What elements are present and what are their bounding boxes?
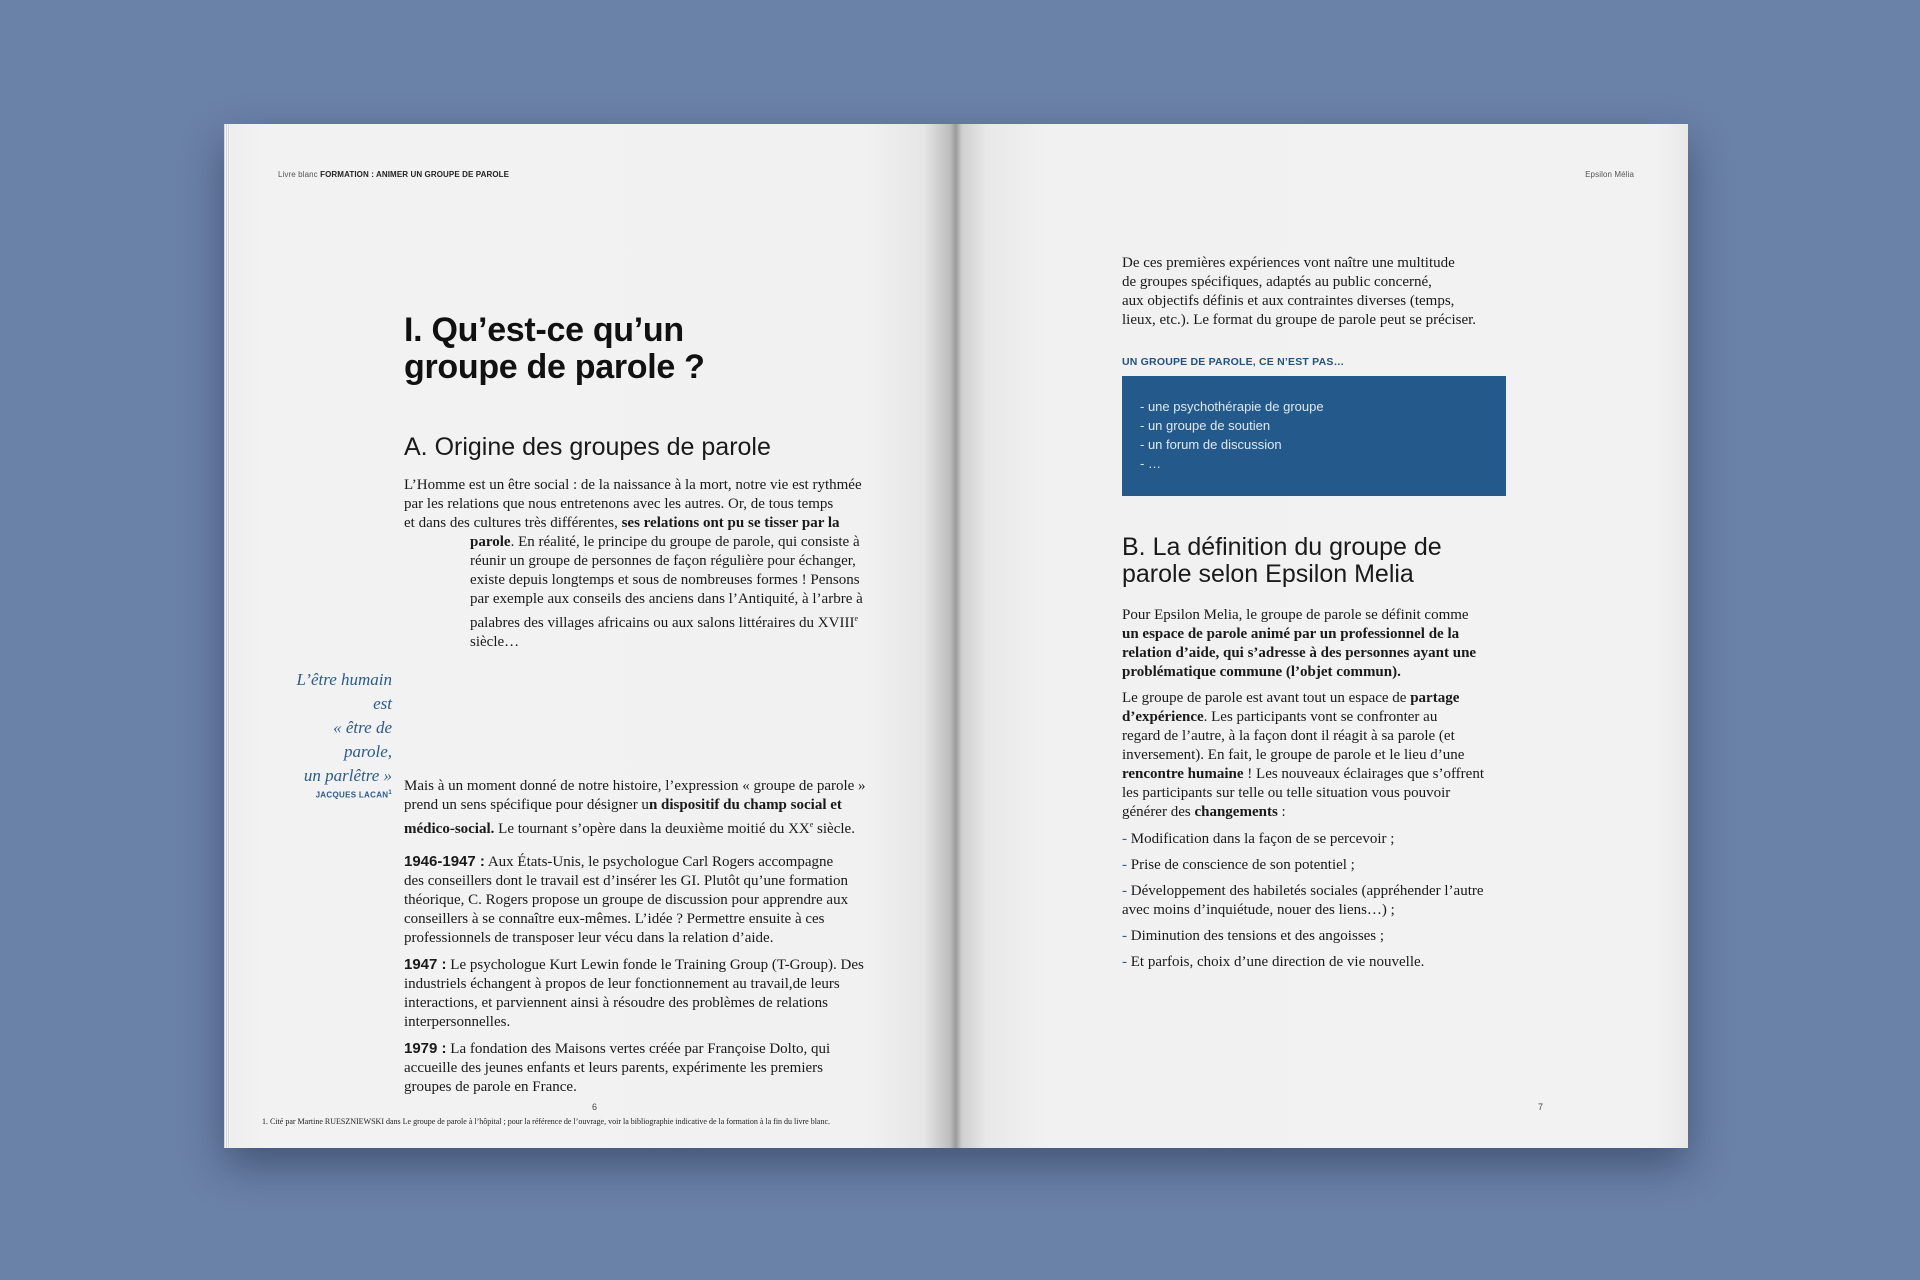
running-head-prefix: Livre blanc (278, 170, 321, 179)
right-intro-line: De ces premières expériences vont naître une multitude (1122, 255, 1455, 271)
list-item (1122, 927, 1542, 946)
sharing-emphasis: changements (1194, 804, 1278, 820)
list-text: Développement des habiletés sociales (appréhender l’autre (1130, 883, 1484, 899)
timeline-text: Le psychologue Kurt Lewin fonde le Training Group (T-Group). Des (446, 957, 864, 973)
right-intro-line: de groupes spécifiques, adaptés au public concerné, (1122, 274, 1432, 290)
intro-emphasis: parole (470, 534, 511, 550)
para2-emphasis: médico-social. (404, 821, 495, 837)
list-text: avec moins d’inquiétude, nouer des liens…) ; (1122, 902, 1395, 918)
sharing-text: . Les participants vont se confronter au (1203, 709, 1438, 725)
list-dash: - (1122, 928, 1131, 944)
para2-text: Le tournant s’opère dans la deuxième moitié du XX (494, 821, 810, 837)
para2-line (404, 815, 924, 839)
timeline-entry-1979 (404, 1039, 934, 1097)
sharing-text: : (1277, 804, 1286, 820)
timeline-text: conseillers à se connaître eux-mêmes. L’idée ? Permettre ensuite à ces (404, 911, 825, 927)
timeline-year: 1946-1947 : (404, 853, 485, 870)
section-b-title-line: B. La définition du groupe de (1122, 533, 1442, 561)
footnote-ref: 1 (388, 790, 392, 796)
sharing-emphasis: rencontre humaine (1122, 766, 1244, 782)
timeline-entry-1946 (404, 852, 934, 948)
section-b-title (1122, 534, 1442, 588)
timeline-text: industriels échangent à propos de leur fonctionnement au travail,de leurs (404, 976, 840, 992)
intro-line: existe depuis longtemps et sous de nombreuses formes ! Pensons (470, 572, 860, 588)
page-number-right: 7 (1538, 1102, 1544, 1112)
timeline-text: accueille des jeunes enfants et leurs parents, expérimente les premiers (404, 1060, 823, 1076)
timeline-entry-1947 (404, 955, 934, 1032)
intro-line: siècle… (470, 634, 520, 650)
callout-item: - un forum de discussion (1140, 437, 1282, 452)
sharing-text: Le groupe de parole est avant tout un espace de (1122, 690, 1411, 706)
para2-text: prend un sens spécifique pour désigner u (404, 797, 649, 813)
sharing-text: regard de l’autre, à la façon dont il réagit à sa parole (et (1122, 728, 1455, 744)
timeline-text: groupes de parole en France. (404, 1079, 577, 1095)
right-intro-line: aux objectifs définis et aux contraintes diverses (temps, (1122, 293, 1455, 309)
quote-author (284, 790, 392, 800)
left-page (224, 124, 956, 1148)
definition-emphasis: un espace de parole animé par un professionnel de la (1122, 626, 1460, 642)
list-item (1122, 882, 1542, 920)
callout-item: - … (1140, 456, 1161, 471)
definition-emphasis: relation d’aide, qui s’adresse à des personnes ayant une (1122, 645, 1477, 661)
right-intro-paragraph (1122, 254, 1522, 330)
chapter-title-line-1: I. Qu’est-ce qu’un (404, 311, 684, 349)
sharing-emphasis: d’expérience (1122, 709, 1204, 725)
list-item (1122, 830, 1542, 849)
section-b-title-wrap (1122, 534, 1442, 588)
callout-item: - une psychothérapie de groupe (1140, 399, 1324, 414)
open-booklet (224, 124, 1688, 1148)
definition-text (1122, 606, 1542, 682)
list-item (1122, 953, 1542, 972)
timeline-text: des conseillers dont le travail est d’insérer les GI. Plutôt qu’une formation (404, 873, 849, 889)
timeline-text: interpersonnelles. (404, 1014, 511, 1030)
right-intro-line: lieux, etc.). Le format du groupe de parole peut se préciser. (1122, 312, 1477, 328)
chapter-title-line-2: groupe de parole ? (404, 348, 705, 386)
list-dash: - (1122, 954, 1131, 970)
definition-emphasis: problématique commune (l’objet commun). (1122, 664, 1401, 680)
intro-text: palabres des villages africains ou aux salons littéraires du XVIII (470, 615, 855, 631)
superscript: e (809, 820, 814, 829)
list-text: Diminution des tensions et des angoisses ; (1130, 928, 1385, 944)
timeline-text: La fondation des Maisons vertes créée par Françoise Dolto, qui (446, 1041, 831, 1057)
list-dash: - (1122, 831, 1131, 847)
list-dash: - (1122, 857, 1131, 873)
callout-title: UN GROUPE DE PAROLE, CE N’EST PAS… (1122, 356, 1345, 368)
definition-line: Pour Epsilon Melia, le groupe de parole se définit comme (1122, 607, 1469, 623)
timeline-text: Aux États-Unis, le psychologue Carl Rogers accompagne (484, 854, 834, 870)
intro-text: . En réalité, le principe du groupe de parole, qui consiste à (510, 534, 860, 550)
superscript: e (854, 614, 859, 623)
page-number-left: 6 (592, 1102, 598, 1112)
sharing-text: les participants sur telle ou telle situation vous pouvoir (1122, 785, 1451, 801)
paragraph-2 (404, 777, 924, 839)
footnote: 1. Cité par Martine RUESZNIEWSKI dans Le groupe de parole à l’hôpital ; pour la référence de l’ouvrage, voir la bibliographie indicative de la formation à la fin du livre blanc. (262, 1117, 831, 1126)
running-head-title: FORMATION : ANIMER UN GROUPE DE PAROLE (320, 170, 510, 179)
intro-line (404, 533, 924, 552)
page-edge (224, 124, 230, 1148)
list-item (1122, 856, 1542, 875)
intro-paragraph (404, 476, 924, 652)
pull-quote (284, 668, 392, 800)
timeline-text: interactions, et parviennent ainsi à résoudre des problèmes de relations (404, 995, 829, 1011)
para2-emphasis: n dispositif du champ social et (648, 797, 842, 813)
timeline-text: professionnels de transposer leur vécu dans la relation d’aide. (404, 930, 774, 946)
sharing-text: inversement). En fait, le groupe de parole et le lieu d’une (1122, 747, 1465, 763)
intro-line: L’Homme est un être social : de la naissance à la mort, notre vie est rythmée (404, 477, 862, 493)
quote-line: L’être humain est (296, 670, 392, 713)
right-page (956, 124, 1688, 1148)
running-head-left (278, 170, 509, 179)
section-a-title-wrap (404, 434, 771, 461)
intro-text: et dans des cultures très différentes, (404, 515, 622, 531)
chapter-title (404, 312, 705, 386)
running-head-right: Epsilon Mélia (1585, 170, 1634, 179)
timeline-text: théorique, C. Rogers propose un groupe de discussion pour apprendre aux (404, 892, 849, 908)
quote-line: un parlêtre » (303, 766, 392, 785)
list-text: Prise de conscience de son potentiel ; (1130, 857, 1355, 873)
intro-line: par les relations que nous entretenons avec les autres. Or, de tous temps (404, 496, 834, 512)
timeline-year: 1979 : (404, 1040, 447, 1057)
sharing-text: ! Les nouveaux éclairages que s’offrent (1243, 766, 1484, 782)
callout-box (1122, 376, 1506, 496)
para2-text: siècle. (813, 821, 855, 837)
intro-line: par exemple aux conseils des anciens dans l’Antiquité, à l’arbre à (470, 591, 863, 607)
definition-paragraph (1122, 606, 1542, 979)
intro-line (404, 514, 924, 533)
timeline (404, 852, 934, 1104)
section-b-title-line: parole selon Epsilon Melia (1122, 560, 1414, 588)
list-dash: - (1122, 883, 1131, 899)
para2-line: Mais à un moment donné de notre histoire, l’expression « groupe de parole » (404, 778, 866, 794)
quote-author-name: JACQUES LACAN (315, 790, 389, 800)
quote-text (284, 668, 392, 788)
intro-emphasis: ses relations ont pu se tisser par la (621, 515, 840, 531)
sharing-emphasis: partage (1410, 690, 1460, 706)
list-text: Modification dans la façon de se percevoir ; (1130, 831, 1395, 847)
timeline-year: 1947 : (404, 956, 447, 973)
para2-line (404, 796, 924, 815)
sharing-paragraph (1122, 689, 1542, 822)
sharing-text: générer des (1122, 804, 1195, 820)
callout-item: - un groupe de soutien (1140, 418, 1271, 433)
section-a-title: A. Origine des groupes de parole (404, 433, 771, 461)
quote-line: « être de parole, (333, 718, 392, 761)
intro-line: réunir un groupe de personnes de façon régulière pour échanger, (470, 553, 856, 569)
intro-line (404, 609, 924, 633)
list-text: Et parfois, choix d’une direction de vie nouvelle. (1130, 954, 1425, 970)
